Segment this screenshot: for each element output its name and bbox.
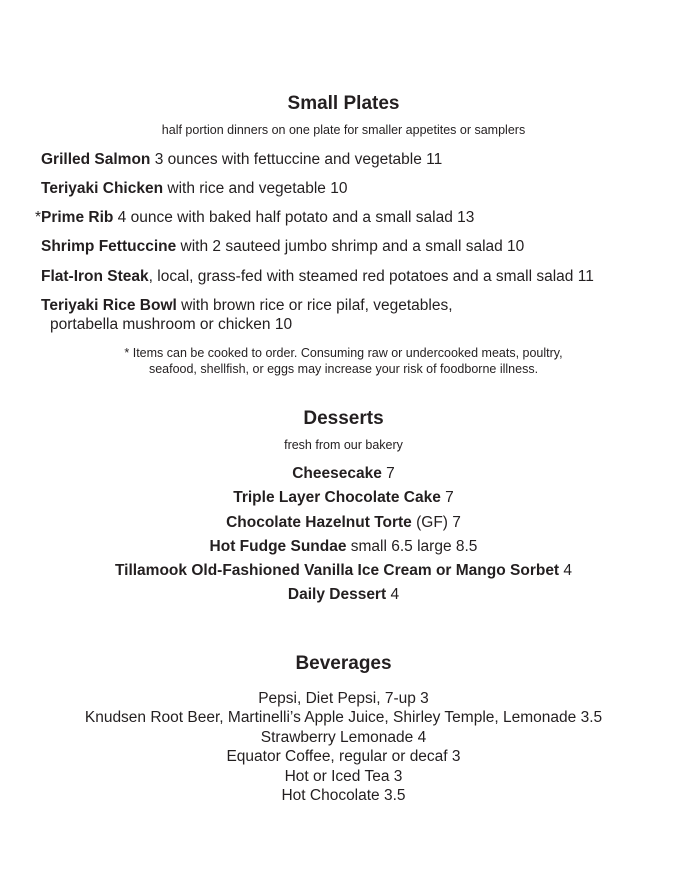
- item-name: Flat-Iron Steak: [41, 268, 149, 285]
- beverages-list: [0, 689, 687, 805]
- beverage-item: Hot Chocolate 3.5: [281, 787, 406, 805]
- beverage-item: Knudsen Root Beer, Martinelli’s Apple Juice, Shirley Temple, Lemonade 3.5: [84, 709, 603, 727]
- beverage-item: Equator Coffee, regular or decaf 3: [226, 748, 461, 766]
- menu-item: [41, 237, 524, 256]
- menu-item: [35, 208, 475, 227]
- food-safety-note: [0, 345, 687, 377]
- beverage-item: Hot or Iced Tea 3: [284, 767, 403, 785]
- menu-item: [41, 267, 594, 286]
- item-description: 4: [559, 562, 573, 579]
- desserts-title: Desserts: [303, 408, 384, 429]
- item-name: Teriyaki Chicken: [41, 180, 164, 197]
- note-line: seafood, shellfish, or eggs may increase your risk of foodborne illness.: [148, 362, 539, 376]
- item-description: with brown rice or rice pilaf, vegetables,: [176, 297, 453, 314]
- item-description: with rice and vegetable 10: [163, 180, 348, 197]
- item-name: Prime Rib: [41, 209, 114, 226]
- raw-item-marker: *: [35, 209, 42, 226]
- item-name: Chocolate Hazelnut Torte: [226, 514, 412, 531]
- item-name: Teriyaki Rice Bowl: [41, 297, 177, 314]
- item-description: small 6.5 large 8.5: [346, 538, 478, 555]
- item-name: Shrimp Fettuccine: [41, 238, 177, 255]
- dessert-item: [0, 513, 687, 532]
- item-name: Tillamook Old-Fashioned Vanilla Ice Cream or Mango Sorbet: [114, 562, 560, 579]
- item-name: Triple Layer Chocolate Cake: [233, 489, 441, 506]
- dessert-item: [0, 585, 687, 604]
- dessert-item: [0, 561, 687, 580]
- dessert-item: [0, 537, 687, 556]
- item-name: Cheesecake: [292, 465, 382, 482]
- dessert-item: [0, 464, 687, 483]
- item-description: , local, grass-fed with steamed red potatoes and a small salad 11: [148, 268, 594, 285]
- menu-item: [41, 150, 442, 169]
- beverage-item: Pepsi, Diet Pepsi, 7-up 3: [258, 690, 429, 707]
- beverages-title: Beverages: [295, 653, 392, 674]
- item-description: 4: [386, 586, 400, 603]
- item-name: Grilled Salmon: [41, 151, 151, 168]
- item-description: with 2 sauteed jumbo shrimp and a small salad 10: [176, 238, 525, 255]
- item-description: 7: [381, 465, 395, 482]
- item-description: 4 ounce with baked half potato and a small salad 13: [113, 209, 475, 226]
- item-description: (GF) 7: [411, 514, 461, 531]
- item-name: Daily Dessert: [287, 586, 387, 603]
- small-plates-title: Small Plates: [287, 93, 400, 114]
- menu-item: [41, 179, 347, 198]
- small-plates-subtitle: half portion dinners on one plate for smaller appetites or samplers: [161, 123, 526, 137]
- desserts-subtitle: fresh from our bakery: [284, 438, 403, 452]
- item-description: 7: [440, 489, 454, 506]
- item-description: 3 ounces with fettuccine and vegetable 11: [150, 151, 443, 168]
- beverage-item: Strawberry Lemonade 4: [260, 728, 427, 746]
- item-description-continued: portabella mushroom or chicken 10: [50, 316, 293, 333]
- note-line: * Items can be cooked to order. Consuming raw or undercooked meats, poultry,: [124, 346, 563, 360]
- dessert-item: [0, 488, 687, 507]
- menu-item: [41, 296, 453, 334]
- item-name: Hot Fudge Sundae: [209, 538, 347, 555]
